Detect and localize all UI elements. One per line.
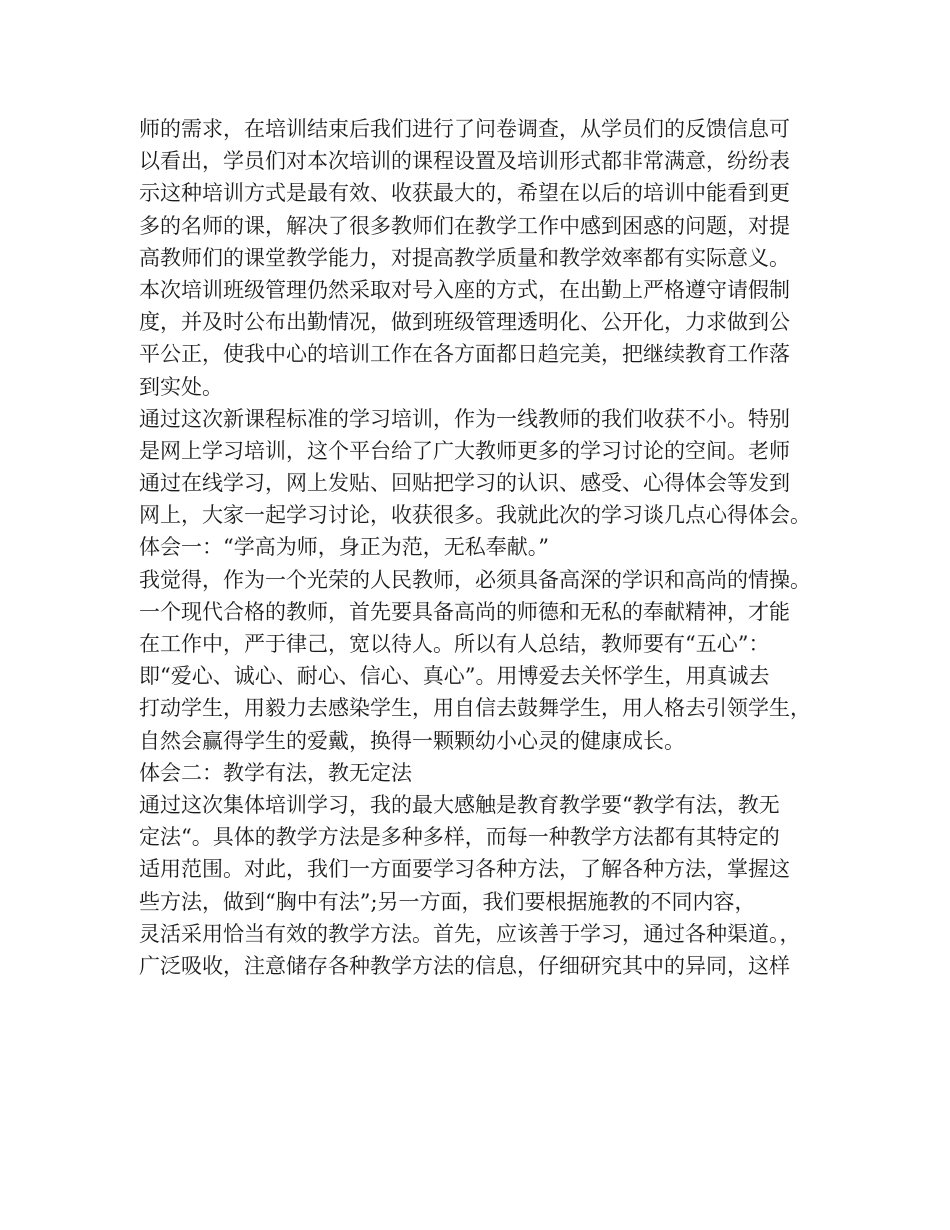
text-line: 示这种培训方式是最有效、收获最大的，希望在以后的培训中能看到更 bbox=[139, 181, 790, 206]
section-heading: 体会一：“学高为师，身正为范，无私奉献。” bbox=[139, 535, 549, 560]
text-line: 高教师们的课堂教学能力，对提高教学质量和教学效率都有实际意义。 bbox=[139, 245, 790, 270]
text-line: 多的名师的课，解决了很多教师们在教学工作中感到困惑的问题，对提 bbox=[139, 213, 790, 238]
text-line: 适用范围。对此，我们一方面要学习各种方法，了解各种方法，掌握这 bbox=[139, 857, 790, 882]
text-line: 是网上学习培训，这个平台给了广大教师更多的学习讨论的空间。老师 bbox=[139, 438, 790, 463]
text-line: 打动学生，用毅力去感染学生，用自信去鼓舞学生，用人格去引领学生， bbox=[139, 696, 811, 721]
text-line: 在工作中，严于律己，宽以待人。所以有人总结，教师要有“五心”： bbox=[139, 632, 770, 656]
text-line: 平公正，使我中心的培训工作在各方面都日趋完美，把继续教育工作落 bbox=[139, 342, 790, 367]
text-line: 通过在线学习，网上发贴、回贴把学习的认识、感受、心得体会等发到 bbox=[139, 471, 790, 496]
text-line: 本次培训班级管理仍然采取对号入座的方式，在出勤上严格遵守请假制 bbox=[139, 277, 790, 302]
document-body bbox=[139, 113, 829, 982]
text-line: 到实处。 bbox=[139, 374, 223, 399]
text-line: 我觉得，作为一个光荣的人民教师，必须具备高深的学识和高尚的情操。 bbox=[139, 567, 811, 592]
text-line: 自然会赢得学生的爱戴，换得一颗颗幼小心灵的健康成长。 bbox=[139, 728, 685, 753]
text-line: 以看出，学员们对本次培训的课程设置及培训形式都非常满意，纷纷表 bbox=[139, 149, 790, 174]
text-line: 灵活采用恰当有效的教学方法。首先，应该善于学习，通过各种渠道。， bbox=[139, 921, 801, 946]
text-line: 些方法，做到“胸中有法”;另一方面，我们要根据施教的不同内容， bbox=[139, 889, 756, 914]
text-line: 通过这次集体培训学习，我的最大感触是教育教学要“教学有法，教无 bbox=[139, 792, 780, 817]
text-line: 即“爱心、诚心、耐心、信心、真心”。用博爱去关怀学生，用真诚去 bbox=[139, 664, 770, 689]
text-line: 定法“。具体的教学方法是多种多样，而每一种教学方法都有其特定的 bbox=[139, 825, 780, 850]
text-line: 一个现代合格的教师，首先要具备高尚的师德和无私的奉献精神，才能 bbox=[139, 599, 790, 624]
text-line: 网上，大家一起学习讨论，收获很多。我就此次的学习谈几点心得体会。 bbox=[139, 503, 811, 528]
text-line: 度，并及时公布出勤情况，做到班级管理透明化、公开化，力求做到公 bbox=[139, 310, 790, 335]
section-heading: 体会二：教学有法，教无定法 bbox=[139, 760, 412, 785]
text-line: 师的需求，在培训结束后我们进行了问卷调查，从学员们的反馈信息可 bbox=[139, 117, 790, 141]
text-line: 通过这次新课程标准的学习培训，作为一线教师的我们收获不小。特别 bbox=[139, 406, 790, 431]
text-line: 广泛吸收，注意储存各种教学方法的信息，仔细研究其中的异同，这样 bbox=[139, 953, 790, 978]
